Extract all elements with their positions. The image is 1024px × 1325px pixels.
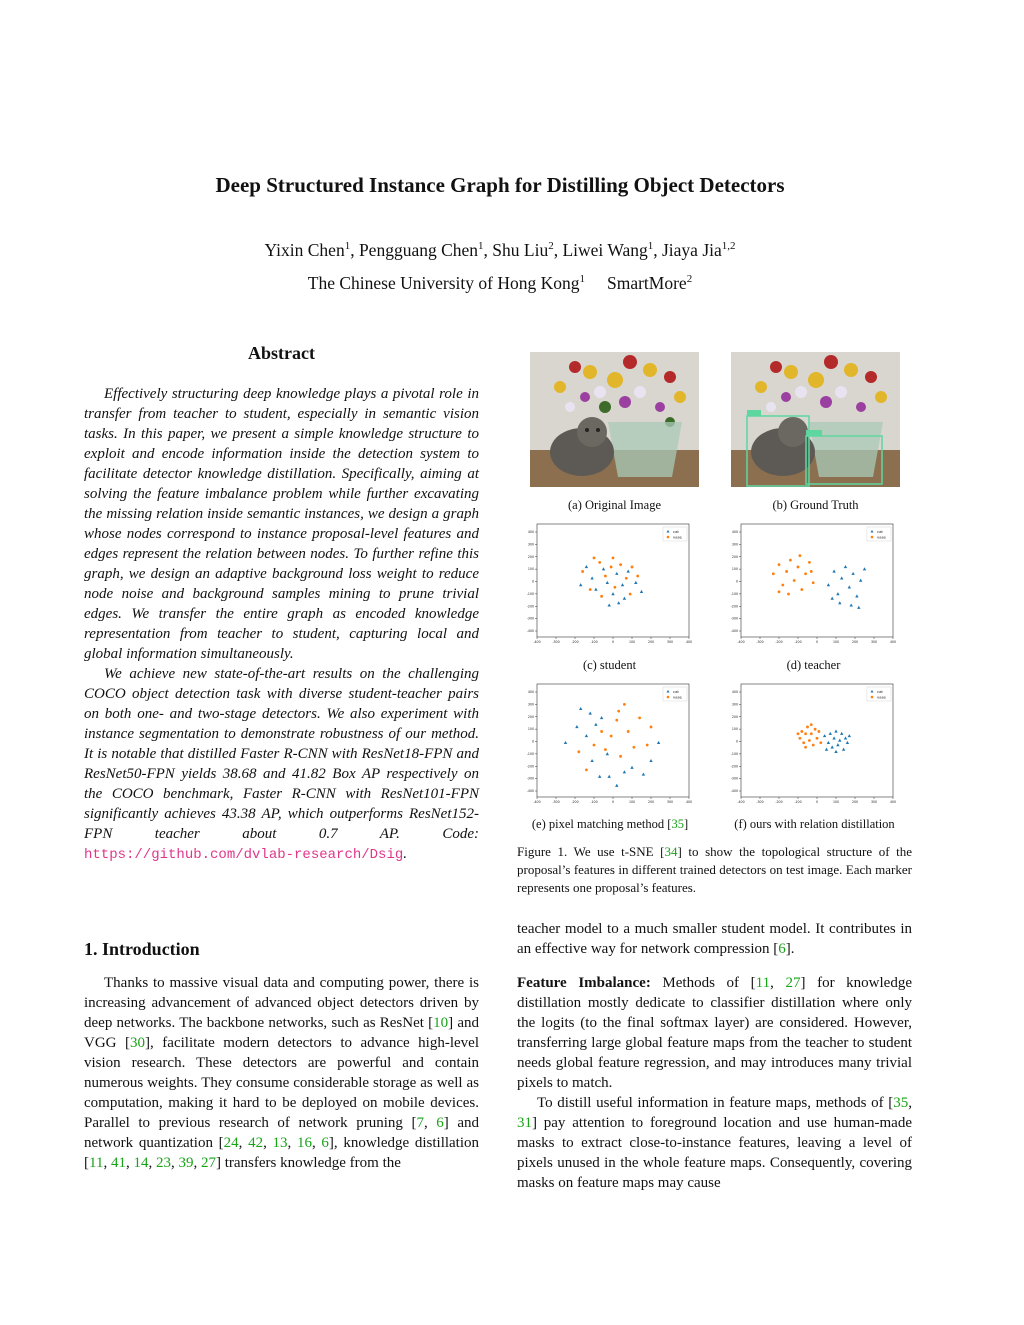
y-tick-label: 200	[731, 554, 738, 559]
citation-link[interactable]: 11	[755, 975, 771, 991]
vase-point	[808, 561, 811, 564]
feature-imbalance-section	[517, 973, 912, 1193]
abstract-body	[84, 384, 479, 865]
y-tick-label: -400	[730, 789, 738, 793]
vase-point	[604, 748, 607, 751]
x-tick-label: -100	[590, 640, 598, 644]
vase-point	[629, 593, 632, 596]
author-name: Liwei Wang	[562, 240, 648, 260]
y-tick-label: -100	[730, 591, 738, 596]
legend-label: vase	[877, 534, 886, 540]
vase-point	[625, 577, 628, 580]
y-tick-label: 400	[527, 690, 534, 694]
legend-marker-vase	[667, 536, 670, 539]
legend-label: cat	[673, 528, 679, 534]
vase-point	[598, 561, 601, 564]
tsne-plot-student	[523, 520, 696, 644]
figure-image-original	[530, 352, 699, 487]
y-tick-label: 100	[527, 727, 534, 732]
vase-point	[800, 730, 803, 733]
x-tick-label: 0	[815, 800, 819, 804]
legend-marker-vase	[871, 536, 874, 539]
author-affiliation-sup: 1	[647, 240, 654, 253]
citation-link[interactable]: 6	[778, 941, 786, 957]
y-tick-label: -300	[730, 776, 738, 781]
x-tick-label: -100	[794, 640, 802, 644]
affiliation-1-sup: 1	[579, 273, 585, 286]
vase-point	[785, 570, 788, 573]
x-tick-label: -200	[775, 800, 783, 804]
vase-point	[797, 566, 800, 569]
x-tick-label: 100	[628, 640, 636, 644]
x-tick-label: 400	[685, 800, 693, 804]
x-tick-label: -400	[533, 800, 541, 804]
x-tick-label: 100	[628, 800, 636, 804]
legend-label: vase	[673, 534, 682, 540]
x-tick-label: 200	[647, 800, 655, 804]
x-tick-label: -100	[590, 800, 598, 804]
vase-point	[806, 726, 809, 729]
y-tick-label: -300	[526, 776, 534, 781]
vase-point	[610, 735, 613, 738]
citation-link[interactable]: 30	[130, 1035, 146, 1051]
author-name: Pengguang Chen	[358, 240, 479, 260]
x-tick-label: 400	[889, 800, 897, 804]
figure-image-ground-truth	[731, 352, 900, 487]
paper-title: Deep Structured Instance Graph for Distilling Object Detectors	[215, 173, 785, 197]
vase-point	[812, 581, 815, 584]
vase-point	[802, 741, 805, 744]
subcaption-e: (e) pixel matching method [35]	[531, 817, 689, 831]
affiliation-2: SmartMore	[606, 273, 687, 293]
abstract-paragraph-1: Effectively structuring deep knowledge plays a pivotal role in transfer from teacher to student, especially in semantic vision tasks. In this paper, we present a simple knowledge structure to exploit and encode information inside the detection system to facilitate detector knowledge distillation. Specifically, aiming at solving the feature imbalance problem while further excavating the missing relation inside semantic instances, we design a graph whose nodes correspond to instance proposal-level features and edges represent the relation between nodes. To further refine this graph, we design an adaptive background loss weight to reduce node noise and background samples mining to prune trivial edges. We transfer the entire graph as encoded knowledge representation from teacher to student, capturing local and global information simultaneously.	[84, 386, 479, 662]
y-tick-label: -100	[526, 591, 534, 596]
vase-point	[593, 744, 596, 747]
affiliation-2-sup: 2	[686, 273, 693, 286]
x-tick-label: 400	[889, 640, 897, 644]
x-tick-label: 0	[611, 640, 615, 644]
citation-link[interactable]: 14	[133, 1155, 149, 1171]
x-tick-label: 0	[611, 800, 615, 804]
vase-point	[810, 723, 813, 726]
x-tick-label: -100	[794, 800, 802, 804]
x-tick-label: -300	[552, 800, 560, 804]
y-tick-label: -200	[526, 604, 534, 609]
citation-link[interactable]: 13	[272, 1135, 288, 1151]
vase-point	[623, 703, 626, 706]
author-affiliation-sup: 1	[344, 240, 351, 253]
vase-point	[636, 575, 639, 578]
y-tick-label: 0	[531, 579, 534, 584]
subcaption-b: (b) Ground Truth	[772, 498, 859, 512]
y-tick-label: 100	[731, 727, 738, 732]
x-tick-label: -200	[571, 800, 579, 804]
y-tick-label: 100	[527, 567, 534, 572]
subcaption-d: (d) teacher	[786, 658, 841, 672]
x-tick-label: 200	[851, 640, 859, 644]
code-link[interactable]: https://github.com/dvlab-research/Dsig	[84, 847, 404, 863]
vase-point	[781, 584, 784, 587]
ground-truth-photo	[731, 352, 900, 487]
x-tick-label: 100	[832, 800, 840, 804]
x-tick-label: -400	[737, 800, 745, 804]
section-heading-introduction: 1. Introduction	[84, 939, 200, 959]
vase-point	[797, 732, 800, 735]
vase-point	[627, 730, 630, 733]
citation-link[interactable]: 34	[664, 844, 678, 859]
y-tick-label: 0	[531, 739, 534, 744]
x-tick-label: 400	[685, 640, 693, 644]
y-tick-label: 100	[731, 567, 738, 572]
abstract-p2-text: We achieve new state-of-the-art results on the challenging COCO object detection task with diverse student-teacher pairs on both one- and two-stage detectors. We also experiment with instance segmentation to demonstrate robustness of our method. It is notable that distilled Faster R-CNN with ResNet18-FPN and ResNet50-FPN yields 38.68 and 41.82 Box AP respectively on the COCO benchmark, Faster R-CNN with ResNet101-FPN significantly achieves 43.38 AP, which outperforms ResNet152-FPN teacher about 0.7 AP. Code:	[84, 666, 479, 842]
vase-point	[812, 744, 815, 747]
flowers-cat-photo	[530, 352, 699, 487]
y-tick-label: 400	[731, 690, 738, 694]
citation-link[interactable]: 7	[416, 1115, 424, 1131]
x-tick-label: 300	[666, 800, 674, 804]
right-column-continuation	[517, 919, 912, 959]
y-tick-label: 0	[735, 579, 738, 584]
citation-link[interactable]: 35	[671, 817, 684, 831]
legend-marker-vase	[871, 696, 874, 699]
vase-point	[808, 739, 811, 742]
vase-point	[610, 566, 613, 569]
vase-point	[600, 595, 603, 598]
x-tick-label: 200	[851, 800, 859, 804]
vase-point	[778, 563, 781, 566]
vase-point	[633, 746, 636, 749]
citation-link[interactable]: 41	[110, 1155, 126, 1171]
author-name: Jiaya Jia	[661, 240, 722, 260]
y-tick-label: 400	[527, 530, 534, 534]
author-name: Shu Liu	[492, 240, 549, 260]
vase-point	[799, 554, 802, 557]
continuation-paragraph: teacher model to a much smaller student model. It contributes in an effective way for network compression [6].	[517, 921, 912, 957]
citation-link[interactable]: 11	[89, 1155, 104, 1171]
y-tick-label: 300	[731, 542, 738, 547]
author-affiliation-sup: 2	[548, 240, 554, 253]
vase-point	[631, 566, 634, 569]
x-tick-label: 100	[832, 640, 840, 644]
legend-label: vase	[877, 694, 886, 700]
vase-point	[810, 732, 813, 735]
y-tick-label: 400	[731, 530, 738, 534]
vase-point	[789, 559, 792, 562]
x-tick-label: 200	[647, 640, 655, 644]
y-tick-label: 300	[527, 542, 534, 547]
x-tick-label: -300	[552, 640, 560, 644]
citation-link[interactable]: 39	[178, 1155, 194, 1171]
citation-link[interactable]: 16	[296, 1135, 312, 1151]
author-name: Yixin Chen	[264, 240, 345, 260]
tsne-plot-pixel-matching	[523, 680, 696, 804]
vase-point	[593, 557, 596, 560]
y-tick-label: -400	[730, 629, 738, 633]
subcaption-c: (c) student	[582, 658, 637, 672]
figure-caption: Figure 1. We use t-SNE [34] to show the topological structure of the proposal’s features in different trained detectors on test image. Each marker represents one proposal’s features.	[517, 844, 912, 895]
y-tick-label: 200	[731, 714, 738, 719]
y-tick-label: 200	[527, 714, 534, 719]
x-tick-label: 300	[870, 800, 878, 804]
y-tick-label: -300	[730, 616, 738, 621]
vase-point	[810, 570, 813, 573]
citation-link[interactable]: 6	[436, 1115, 444, 1131]
vase-point	[617, 710, 620, 713]
feature-imbalance-paragraph: Feature Imbalance: Methods of [11, 27] for knowledge distillation mostly dedicate to classifier distillation where only the logits (to the final softmax layer) are considered. However, transferring large global feature maps from the teacher to student needs global feature regression, and may introduces many trivial pixels to match.	[517, 975, 912, 1091]
subcaption-a: (a) Original Image	[567, 498, 661, 512]
vase-point	[612, 557, 615, 560]
y-tick-label: -200	[730, 604, 738, 609]
vase-point	[614, 586, 617, 589]
author-affiliation-sup: 1	[478, 240, 484, 253]
x-tick-label: -300	[756, 640, 764, 644]
intro-paragraph-1: Thanks to massive visual data and computing power, there is increasing advancement of advanced object detectors driven by deep networks. The backbone networks, such as ResNet [10] and VGG [30], facilitate modern detectors to advance high-level vision research. These detectors are powerful and contain numerous weights. They consume considerable storage as well as computation, making it hard to be deployed on mobile devices. Parallel to previous research of network pruning [7, 6] and network quantization [24, 42, 13, 16, 6], knowledge distillation [11, 41, 14, 23, 39, 27] transfers knowledge from the	[84, 975, 480, 1171]
y-tick-label: -300	[526, 616, 534, 621]
vase-point	[804, 746, 807, 749]
masks-paragraph: To distill useful information in feature maps, methods of [35, 31] pay attention to foreground location and use human-made masks to extract close-to-instance features, leaving a level of pixels unused in the whole feature maps. Consequently, covering masks on feature maps may cause	[517, 1095, 912, 1191]
author-list: Yixin Chen$^1$, Pengguang Chen$^1$, Shu Liu$^2$, Liwei Wang$^1$, Jiaya Jia$^{1,2}$	[264, 240, 736, 260]
intro-body	[84, 973, 479, 1173]
legend-label: cat	[877, 528, 883, 534]
y-tick-label: 0	[735, 739, 738, 744]
x-tick-label: 300	[870, 640, 878, 644]
y-tick-label: -400	[526, 629, 534, 633]
citation-link[interactable]: 10	[433, 1015, 449, 1031]
citation-link[interactable]: 27	[785, 975, 801, 991]
vase-point	[650, 726, 653, 729]
vase-point	[799, 737, 802, 740]
vase-point	[619, 755, 622, 758]
x-tick-label: -200	[571, 640, 579, 644]
tsne-plot-relation-distillation	[727, 680, 900, 804]
vase-point	[600, 730, 603, 733]
vase-point	[772, 572, 775, 575]
citation-link[interactable]: 42	[248, 1135, 264, 1151]
x-tick-label: -400	[533, 640, 541, 644]
x-tick-label: 300	[666, 640, 674, 644]
legend-marker-vase	[667, 696, 670, 699]
affiliation-1: The Chinese University of Hong Kong	[307, 273, 580, 293]
y-tick-label: -200	[526, 764, 534, 769]
y-tick-label: -200	[730, 764, 738, 769]
citation-link[interactable]: 24	[223, 1135, 239, 1151]
vase-point	[581, 570, 584, 573]
vase-point	[793, 579, 796, 582]
x-tick-label: -300	[756, 800, 764, 804]
legend-label: cat	[877, 688, 883, 694]
vase-point	[787, 593, 790, 596]
citation-link[interactable]: 35	[893, 1095, 909, 1111]
tsne-plot-teacher	[727, 520, 900, 644]
vase-point	[615, 719, 618, 722]
subcaption-f: (f) ours with relation distillation	[734, 817, 895, 831]
abstract-heading: Abstract	[248, 343, 315, 363]
legend-label: vase	[673, 694, 682, 700]
x-tick-label: -400	[737, 640, 745, 644]
vase-point	[638, 717, 641, 720]
vase-point	[619, 563, 622, 566]
abstract-p2-end: .	[403, 846, 408, 862]
author-affiliation-sup: 1,2	[721, 240, 736, 253]
vase-point	[646, 744, 649, 747]
vase-point	[577, 750, 580, 753]
feature-imbalance-label: Feature Imbalance:	[517, 975, 651, 991]
citation-link[interactable]: 23	[155, 1155, 171, 1171]
citation-link[interactable]: 27	[200, 1155, 216, 1171]
y-tick-label: -100	[526, 751, 534, 756]
vase-point	[585, 768, 588, 771]
y-tick-label: 300	[527, 702, 534, 707]
vase-point	[818, 730, 821, 733]
vase-point	[589, 588, 592, 591]
vase-point	[816, 737, 819, 740]
vase-point	[804, 572, 807, 575]
y-tick-label: -100	[730, 751, 738, 756]
x-tick-label: -200	[775, 640, 783, 644]
y-tick-label: 200	[527, 554, 534, 559]
vase-point	[819, 741, 822, 744]
vase-point	[800, 588, 803, 591]
vase-point	[778, 590, 781, 593]
citation-link[interactable]: 6	[321, 1135, 329, 1151]
citation-link[interactable]: 31	[517, 1115, 532, 1131]
vase-point	[804, 732, 807, 735]
vase-point	[604, 575, 607, 578]
y-tick-label: 300	[731, 702, 738, 707]
vase-point	[814, 728, 817, 731]
x-tick-label: 0	[815, 640, 819, 644]
legend-label: cat	[673, 688, 679, 694]
affiliations	[0, 273, 1000, 294]
y-tick-label: -400	[526, 789, 534, 793]
abstract-paragraph-2	[84, 664, 479, 865]
